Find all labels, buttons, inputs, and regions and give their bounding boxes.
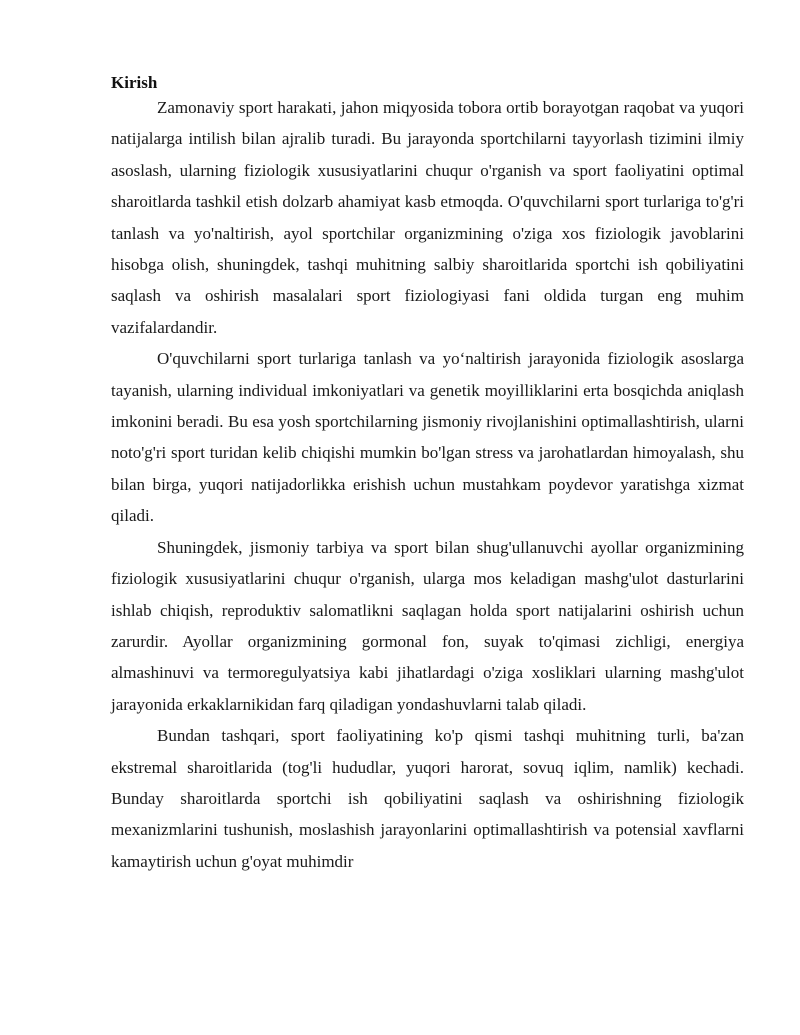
paragraph-3: Shuningdek, jismoniy tarbiya va sport bilan shug'ullanuvchi ayollar organizmining fiziologik xususiyatlarini chuqur o'rganish, ularga mos keladigan mashg'ulot dasturlarini ishlab chiqish, reproduktiv salomatlikni saqlagan holda sport natijalarini oshirish uchun zarurdir. Ayollar organizmining gormonal fon, suyak to'qimasi zichligi, energiya almashinuvi va termoregulyatsiya kabi jihatlardagi o'ziga xosliklari ularning mashg'ulot jarayonida erkaklarnikidan farq qiladigan yondashuvlarni talab qiladi. xyxy=(111,537,744,714)
paragraph-4: Bundan tashqari, sport faoliyatining ko'p qismi tashqi muhitning turli, ba'zan ekstremal sharoitlarida (tog'li hududlar, yuqori harorat, sovuq iqlim, namlik) kechadi. Bunday sharoitlarda sportchi ish qobiliyatini saqlash va oshirishning fiziologik mexanizmlarini tushunish, moslashish jarayonlarini optimallashtirish va potensial xavflarni kamaytirish uchun g'oyat muhimdir xyxy=(111,726,744,871)
paragraph-2: O'quvchilarni sport turlariga tanlash va yo‘naltirish jarayonida fiziologik asoslarga tayanish, ularning individual imkoniyatlari va genetik moyilliklarini erta bosqichda aniqlash imkonini beradi. Bu esa yosh sportchilarning jismoniy rivojlanishini optimallashtirish, ularni noto'g'ri sport turidan kelib chiqishi mumkin bo'lgan stress va jarohatlardan himoyalash, shu bilan birga, yuqori natijadorlikka erishish uchun mustahkam poydevor yaratishga xizmat qiladi. xyxy=(111,349,744,526)
section-heading: Kirish xyxy=(111,73,158,92)
paragraph-1: Zamonaviy sport harakati, jahon miqyosida tobora ortib borayotgan raqobat va yuqori natijalarga intilish bilan ajralib turadi. Bu jarayonda sportchilarni tayyorlash tizimini ilmiy asoslash, ularning fiziologik xususiyatlarini chuqur o'rganish va sport faoliyatini optimal sharoitlarda tashkil etish dolzarb ahamiyat kasb etmoqda. O'quvchilarni sport turlariga to'g'ri tanlash va yo'naltirish, ayol sportchilar organizmining o'ziga xos fiziologik javoblarini hisobga olish, shuningdek, tashqi muhitning salbiy sharoitlarida sportchi ish qobiliyatini saqlash va oshirish masalalari sport fiziologiyasi fani oldida turgan eng muhim vazifalardandir. xyxy=(111,98,744,337)
